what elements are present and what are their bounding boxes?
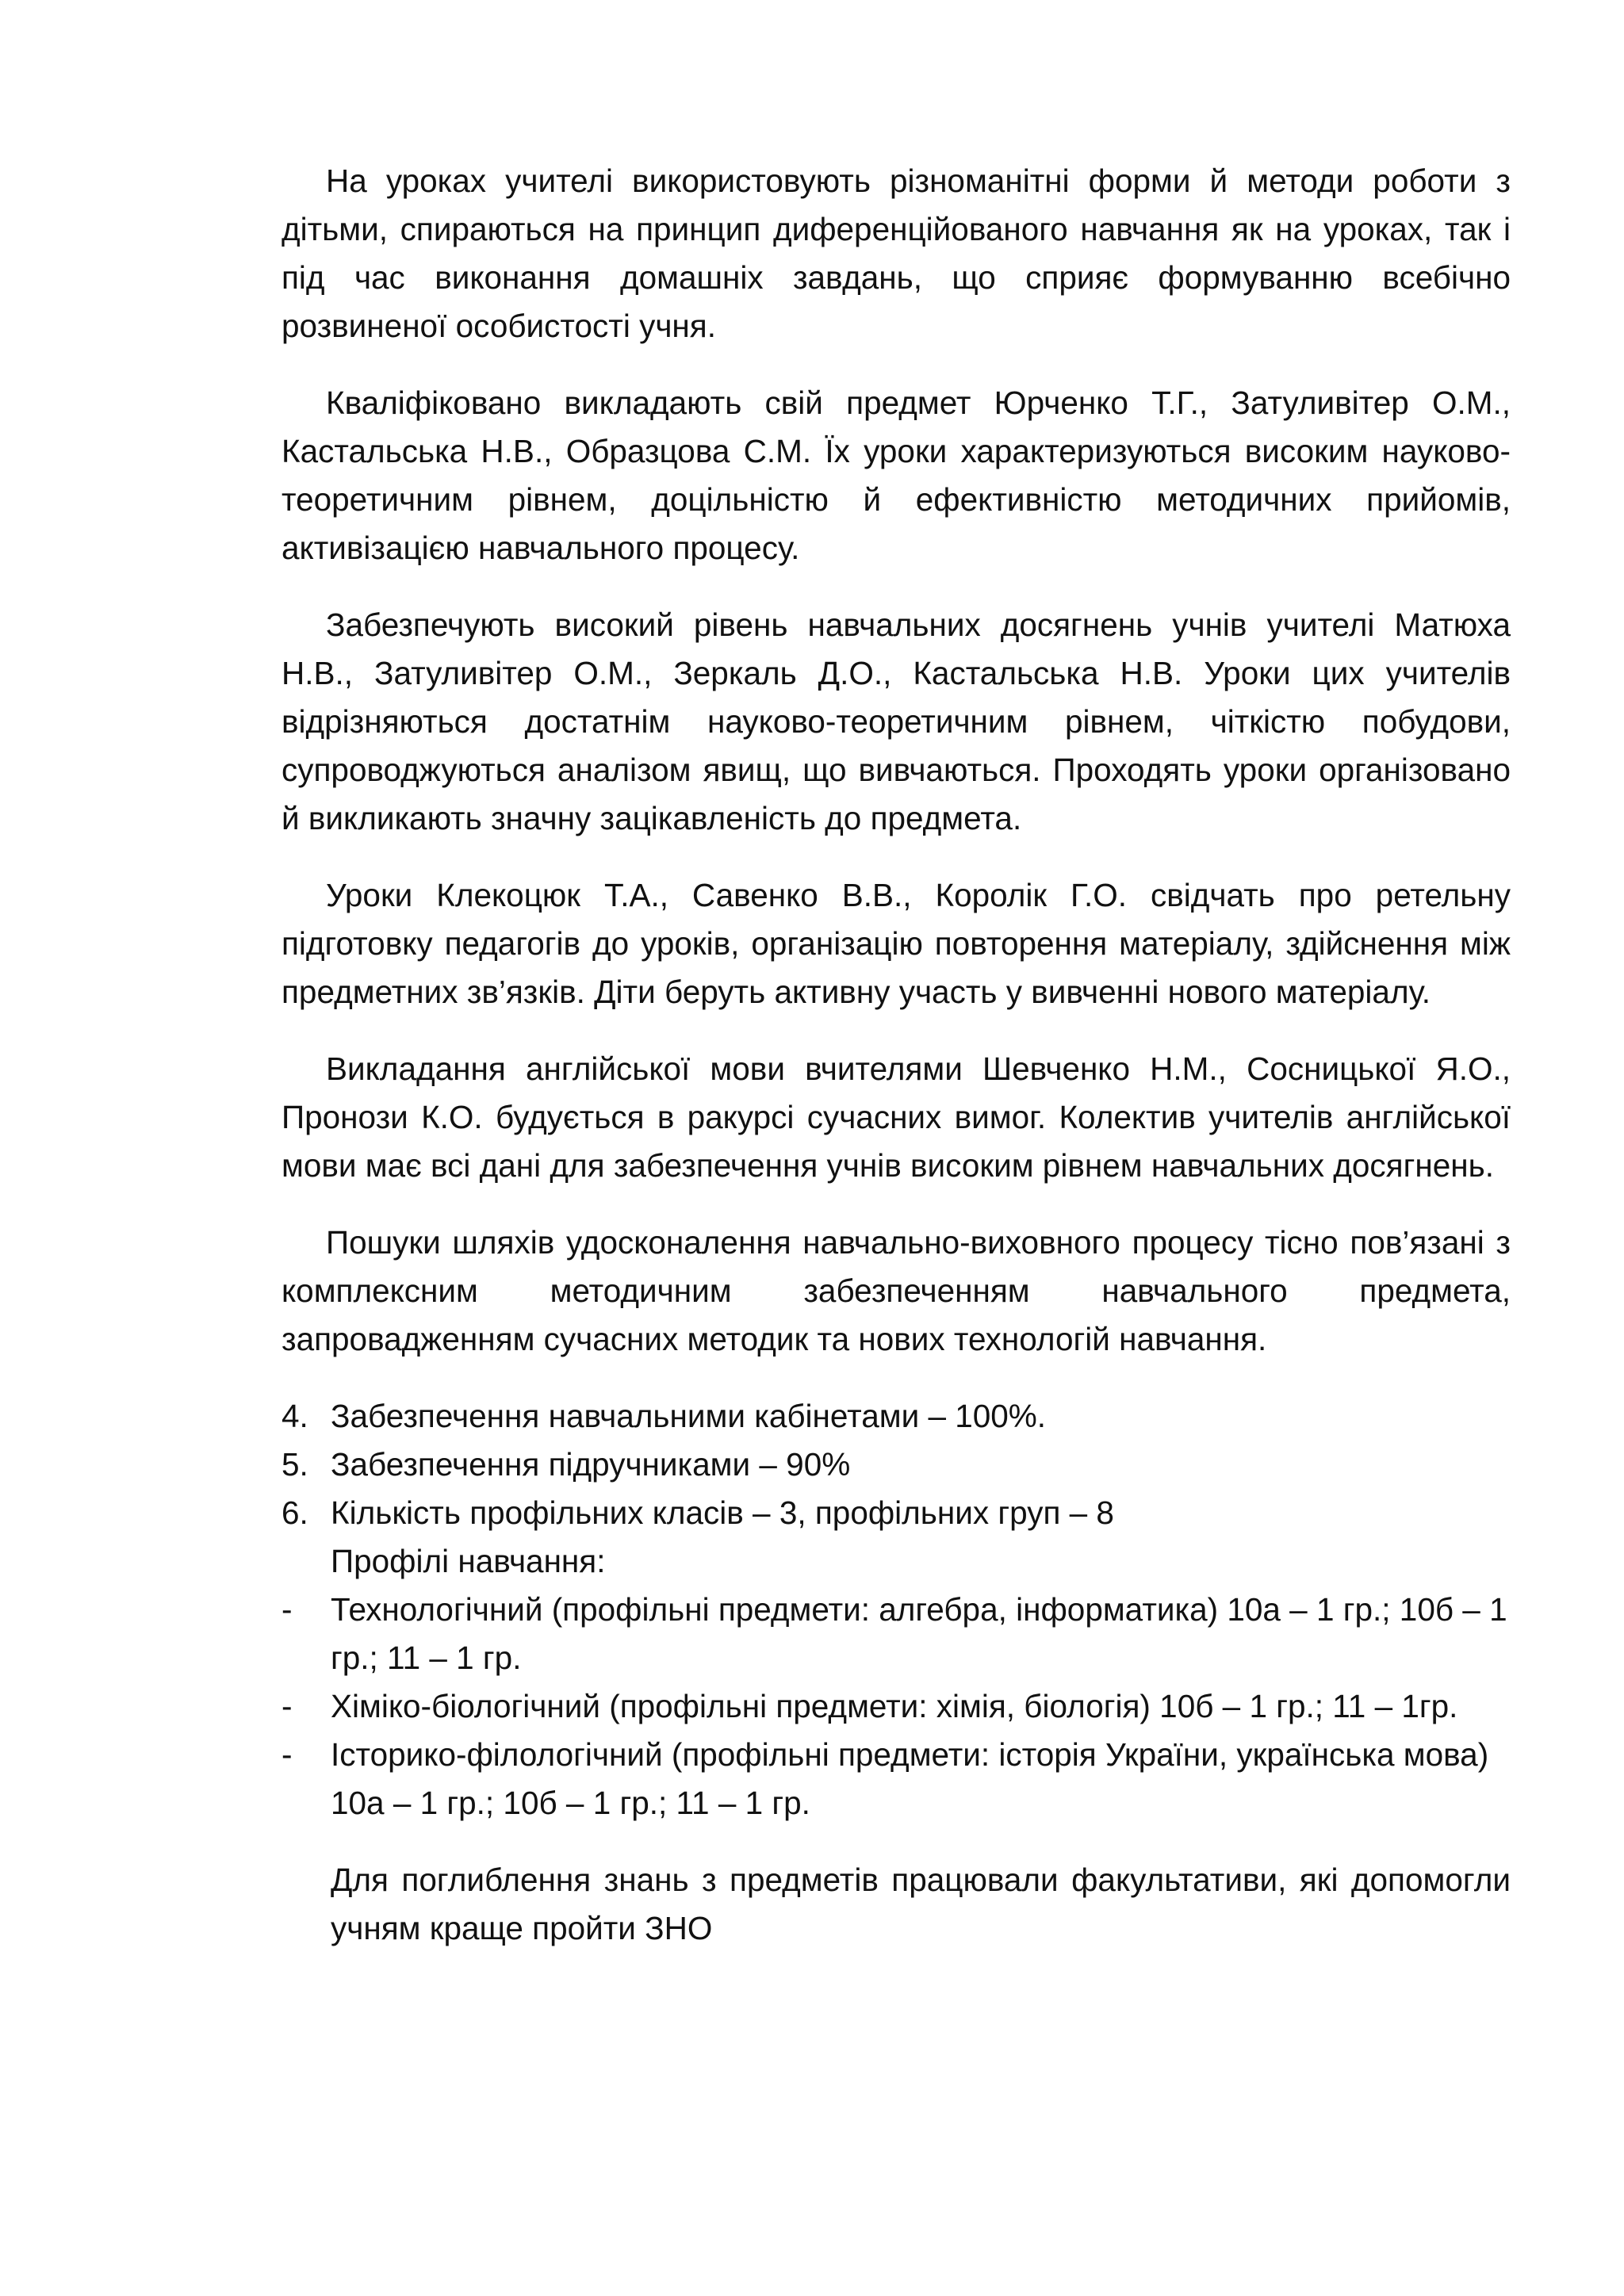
- paragraph-electives: Для поглиблення знань з предметів працювали факультативи, які допомогли учням краще пройти ЗНО: [331, 1862, 1511, 1946]
- profiles-heading: [282, 1537, 1511, 1586]
- dash-marker: -: [282, 1591, 293, 1628]
- list-marker: 4.: [282, 1398, 308, 1434]
- list-marker: 6.: [282, 1494, 308, 1531]
- numbered-list: [282, 1392, 1511, 1586]
- profile-item-chem-bio: [282, 1682, 1511, 1731]
- paragraph-high-achievement: Забезпечують високий рівень навчальних досягнень учнів учителі Матюха Н.В., Затуливітер О.М., Зеркаль Д.О., Кастальська Н.В. Уроки цих учителів відрізняються достатнім науково-теоретичним рівнем, чіткістю побудови, супроводжуються аналізом явищ, що вивчаються. Проходять уроки організовано й викликають значну зацікавленість до предмета.: [282, 607, 1511, 836]
- document-page: [282, 157, 1511, 1985]
- list-item-text: Кількість профільних класів – 3, профільних груп – 8: [331, 1494, 1114, 1531]
- profile-item-hist-phil: [282, 1731, 1511, 1827]
- list-item: [282, 1441, 1511, 1489]
- dash-marker: -: [282, 1736, 293, 1773]
- paragraph-lesson-preparation: Уроки Клекоцюк Т.А., Савенко В.В., Королік Г.О. свідчать про ретельну підготовку педагогів до уроків, організацію повторення матеріалу, здійснення між предметних зв’язків. Діти беруть активну участь у вивченні нового матеріалу.: [282, 877, 1511, 1010]
- list-marker: 5.: [282, 1446, 308, 1483]
- profile-text: Хіміко-біологічний (профільні предмети: хімія, біологія) 10б – 1 гр.; 11 – 1гр.: [331, 1688, 1458, 1724]
- list-item: [282, 1392, 1511, 1441]
- paragraph-teaching-methods: На уроках учителі використовують різноманітні форми й методи роботи з дітьми, спираються на принцип диференційованого навчання як на уроках, так і під час виконання домашніх завдань, що сприяє формуванню всебічно розвиненої особистості учня.: [282, 163, 1511, 344]
- dash-marker: -: [282, 1688, 293, 1724]
- list-item-text: Забезпечення навчальними кабінетами – 100%.: [331, 1398, 1047, 1434]
- paragraph-english-teaching: Викладання англійської мови вчителями Шевченко Н.М., Сосницької Я.О., Пронози К.О. будується в ракурсі сучасних вимог. Колектив учителів англійської мови має всі дані для забезпечення учнів високим рівнем навчальних досягнень.: [282, 1050, 1511, 1184]
- paragraph-improvement: Пошуки шляхів удосконалення навчально-виховного процесу тісно пов’язані з комплексним методичним забезпеченням навчального предмета, запровадженням сучасних методик та нових технологій навчання.: [282, 1224, 1511, 1357]
- profile-item-technological: [282, 1586, 1511, 1682]
- list-item-text: Забезпечення підручниками – 90%: [331, 1446, 851, 1483]
- profiles-heading-text: Профілі навчання:: [331, 1543, 606, 1579]
- profile-text: Технологічний (профільні предмети: алгебра, інформатика) 10а – 1 гр.; 10б – 1 гр.; 11 – 1 гр.: [331, 1591, 1507, 1676]
- profiles-list: [282, 1586, 1511, 1827]
- profile-text: Історико-філологічний (профільні предмети: історія України, українська мова) 10а – 1 гр.; 10б – 1 гр.; 11 – 1 гр.: [331, 1736, 1489, 1821]
- paragraph-qualified-teachers: Кваліфіковано викладають свій предмет Юрченко Т.Г., Затуливітер О.М., Кастальська Н.В., Образцова С.М. Їх уроки характеризуються високим науково-теоретичним рівнем, доцільністю й ефективністю методичних прийомів, активізацією навчального процесу.: [282, 385, 1511, 566]
- list-item: [282, 1489, 1511, 1537]
